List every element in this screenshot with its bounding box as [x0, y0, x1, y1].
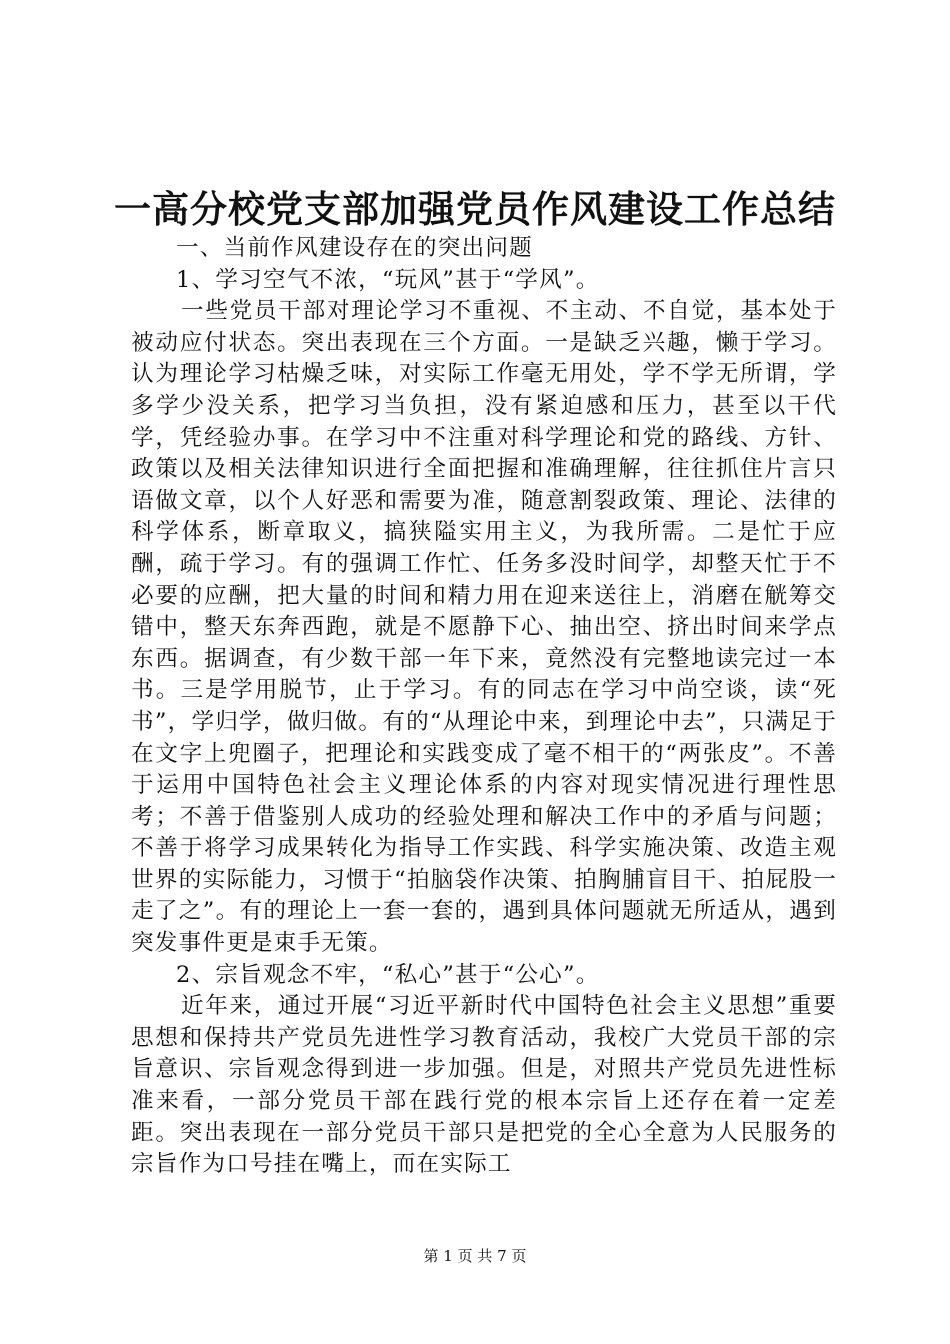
document-body — [131, 233, 837, 1181]
paragraph-2: 近年来，通过开展“习近平新时代中国特色社会主义思想”重要思想和保持共产党员先进性学习教育活动，我校广大党员干部的宗旨意识、宗旨观念得到进一步加强。但是，对照共产党员先进性标准来看，一部分党员干部在践行党的根本宗旨上还存在着一定差距。突出表现在一部分党员干部只是把党的全心全意为人民服务的宗旨作为口号挂在嘴上，而在实际工 — [131, 993, 837, 1178]
section-heading: 一、当前作风建设存在的突出问题 — [176, 235, 533, 261]
page-number-footer: 第 1 页 共 7 页 — [423, 1247, 527, 1265]
item-heading-2: 2、宗旨观念不牢，“私心”甚于“公心”。 — [176, 961, 600, 988]
item-heading-1: 1、学习空气不浓，“玩风”甚于“学风”。 — [176, 266, 600, 293]
document-title: 一高分校党支部加强党员作风建设工作总结 — [114, 187, 836, 231]
paragraph-1: 一些党员干部对理论学习不重视、不主动、不自觉，基本处于被动应付状态。突出表现在三个方面。一是缺乏兴趣，懒于学习。认为理论学习枯燥乏味，对实际工作毫无用处，学不学无所谓，学多学少没关系，把学习当负担，没有紧迫感和压力，甚至以干代学，凭经验办事。在学习中不注重对科学理论和党的路线、方针、政策以及相关法律知识进行全面把握和准确理解，往往抓住片言只语做文章，以个人好恶和需要为准，随意割裂政策、理论、法律的科学体系，断章取义，搞狭隘实用主义，为我所需。二是忙于应酬，疏于学习。有的强调工作忙、任务多没时间学，却整天忙于不必要的应酬，把大量的时间和精力用在迎来送往上，消磨在觥筹交错中，整天东奔西跑，就是不愿静下心、抽出空、挤出时间来学点东西。据调查，有少数干部一年下来，竟然没有完整地读完过一本书。三是学用脱节，止于学习。有的同志在学习中尚空谈，读“死书”，学归学，做归做。有的“从理论中来，到理论中去”，只满足于在文字上兜圈子，把理论和实践变成了毫不相干的“两张皮”。不善于运用中国特色社会主义理论体系的内容对现实情况进行理性思考；不善于借鉴别人成功的经验处理和解决工作中的矛盾与问题；不善于将学习成果转化为指导工作实践、科学实施决策、改造主观世界的实际能力，习惯于“拍脑袋作决策、拍胸脯盲目干、拍屁股一走了之”。有的理论上一套一套的，遇到具体问题就无所适从，遇到突发事件更是束手无策。 — [131, 298, 837, 957]
